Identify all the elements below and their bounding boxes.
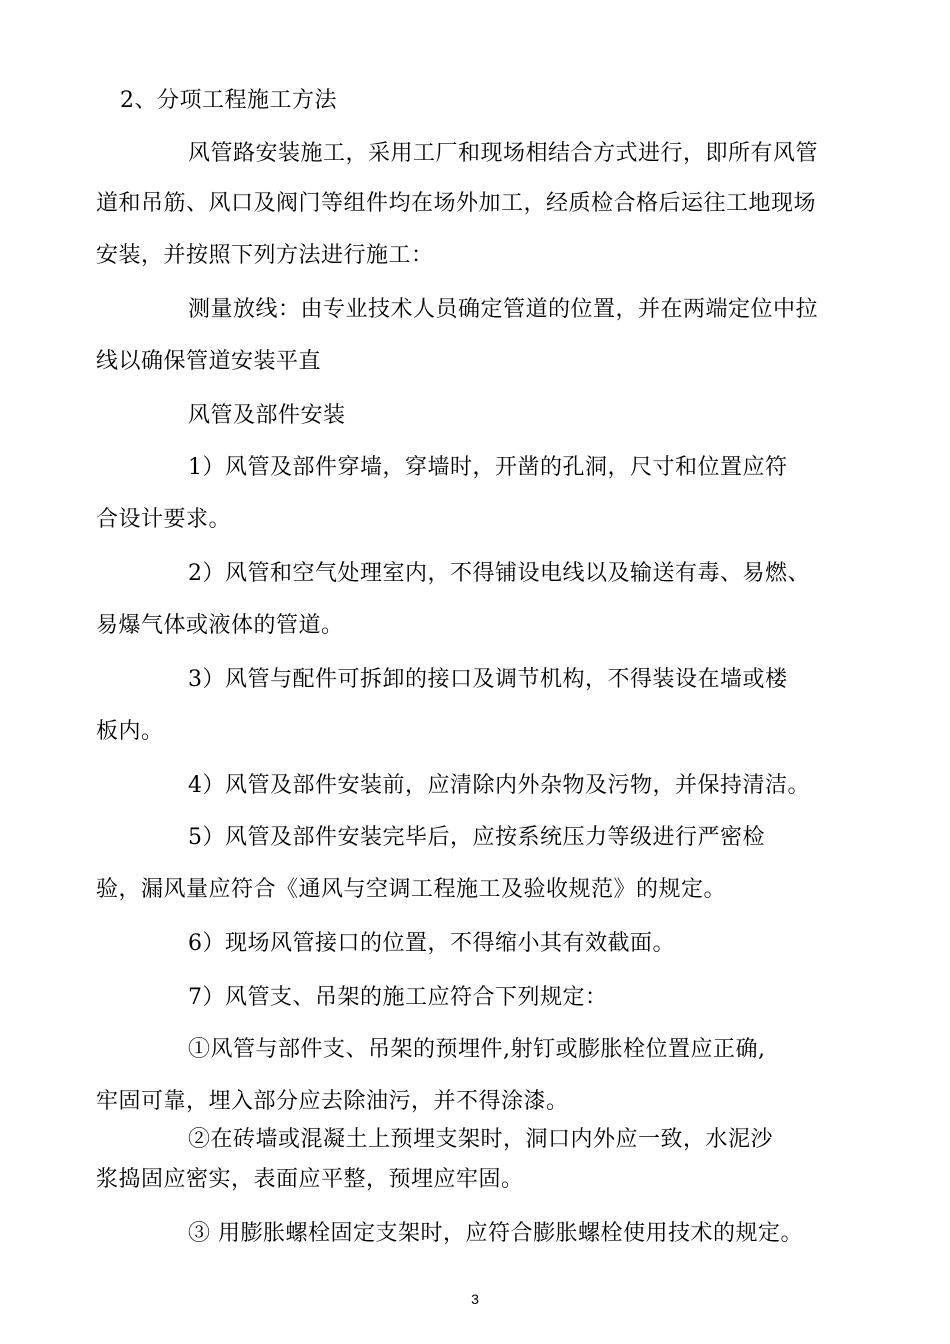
paragraph-line: 风管路安装施工，采用工厂和现场相结合方式进行，即所有风管 — [188, 141, 819, 166]
page-number: 3 — [471, 1291, 479, 1307]
paragraph-line: 安装，并按照下列方法进行施工： — [96, 243, 434, 268]
list-item-line: 1）风管及部件穿墙，穿墙时，开凿的孔洞，尺寸和位置应符 — [188, 455, 788, 480]
list-item-line: 4）风管及部件安装前，应清除内外杂物及污物，并保持清洁。 — [188, 773, 810, 798]
sub-item-line: ①风管与部件支、吊架的预埋件,射钉或膨胀栓位置应正确, — [188, 1037, 766, 1062]
list-item-line: 3）风管与配件可拆卸的接口及调节机构，不得装设在墙或楼 — [188, 667, 788, 692]
paragraph-line: 线以确保管道安装平直 — [96, 349, 322, 374]
sub-item-line: ③ 用膨胀螺栓固定支架时，应符合膨胀螺栓使用技术的规定。 — [188, 1221, 803, 1246]
list-item-line: 验，漏风量应符合《通风与空调工程施工及验收规范》的规定。 — [96, 877, 727, 902]
list-item-line: 6）现场风管接口的位置，不得缩小其有效截面。 — [188, 931, 675, 956]
sub-item-line: 浆捣固应密实，表面应平整，预埋应牢固。 — [96, 1167, 524, 1192]
sub-item-line: ②在砖墙或混凝土上预埋支架时，洞口内外应一致，水泥沙 — [188, 1127, 774, 1152]
subheading: 风管及部件安装 — [188, 403, 346, 428]
list-item-line: 7）风管支、吊架的施工应符合下列规定： — [188, 985, 608, 1010]
section-heading: 2、分项工程施工方法 — [120, 88, 337, 113]
list-item-line: 易爆气体或液体的管道。 — [96, 613, 344, 638]
list-item-line: 合设计要求。 — [96, 507, 232, 532]
paragraph-line: 测量放线：由专业技术人员确定管道的位置，并在两端定位中拉 — [188, 297, 819, 322]
list-item-line: 5）风管及部件安装完毕后，应按系统压力等级进行严密检 — [188, 825, 765, 850]
paragraph-line: 道和吊筋、风口及阀门等组件均在场外加工，经质检合格后运往工地现场 — [96, 191, 817, 216]
sub-item-line: 牢固可靠，埋入部分应去除油污，并不得涂漆。 — [96, 1089, 569, 1114]
list-item-line: 板内。 — [96, 719, 164, 744]
list-item-line: 2）风管和空气处理室内，不得铺设电线以及输送有毒、易燃、 — [188, 561, 810, 586]
